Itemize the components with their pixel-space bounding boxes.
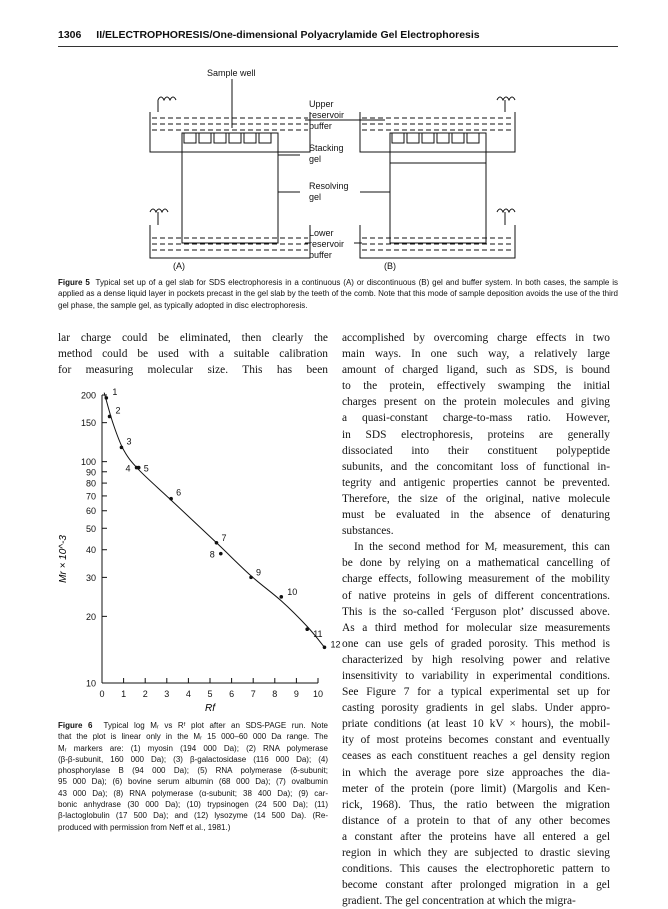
data-point-label: 9: [256, 567, 262, 578]
svg-text:Upper: Upper: [309, 99, 334, 109]
label-panel-b: (B): [384, 261, 396, 271]
x-tick-label: 3: [164, 689, 170, 699]
y-tick-label: 10: [85, 678, 96, 689]
body-line: for measuring molecular size. This has been: [58, 364, 328, 377]
body-line: gradient. The gel concentration at which the migra-: [342, 895, 576, 908]
data-point: [108, 415, 112, 419]
data-point-label: 10: [287, 586, 298, 597]
figure6-caption-label: Figure 6: [58, 721, 93, 730]
body-line: region in which they are subjected to drastic sieving: [342, 847, 610, 859]
body-line: a quasi-constant charge-to-mass ratio. However,: [342, 412, 610, 425]
data-point: [215, 541, 219, 545]
y-tick-label: 50: [85, 523, 96, 534]
body-line: casting porosity gradients in gel slabs. Under appro-: [342, 702, 610, 715]
body-line: rick, 1968). Thus, the ratio between the migration: [342, 798, 610, 811]
data-point-label: 2: [115, 405, 121, 416]
body-line: in which the average pore size approaches the dia-: [342, 766, 610, 779]
body-line: method could be used with a suitable calibration: [58, 348, 328, 361]
body-line: As a third method for molecular size measurements: [342, 621, 610, 634]
body-line: distance of a protein to that of any other becomes: [342, 814, 610, 827]
data-point-label: 5: [143, 463, 149, 474]
figure5-caption-text: Typical set up of a gel slab for SDS electrophoresis in a continuous (A) or discontinuous (B) gel and buffer system. In both cases, the sample is applied as a dense liquid layer in pockets precast in the gel slab by the teeth of the comb. Note that this mode of sample deposition avoids the use of the third gel phase, the sample gel, as typically adopted in disc electrophoresis.: [58, 278, 618, 310]
y-tick-label: 90: [85, 467, 96, 478]
running-title: II/ELECTROPHORESIS/One-dimensional Polyacrylamide Gel Electrophoresis: [96, 29, 480, 41]
body-line: ity of most proteins becomes constant and eventually: [342, 734, 610, 747]
y-tick-label: 20: [85, 611, 96, 622]
data-point: [105, 396, 109, 400]
body-line: conditions. This causes the electrophoretic pattern to: [342, 863, 610, 876]
data-point-label: 7: [221, 532, 227, 543]
body-line: must be evaluated in the absence of denaturing: [342, 509, 610, 522]
body-line: insensitivity to variability in experimental conditions.: [342, 669, 610, 682]
y-tick-label: 60: [85, 506, 96, 517]
svg-text:reservoir: reservoir: [309, 110, 345, 120]
body-line: main ways. In one such way, a relatively large: [342, 348, 610, 361]
x-tick-label: 0: [99, 689, 105, 699]
data-point-label: 4: [125, 463, 131, 474]
y-tick-label: 30: [85, 572, 96, 583]
body-line: Therefore, the size of the original, native molecule: [342, 492, 610, 505]
body-line: lar charge could be eliminated, then clearly the: [58, 332, 328, 344]
y-tick-label: 80: [85, 478, 96, 489]
body-line: priate conditions (at least 10 kV × hours), the mobil-: [342, 718, 610, 731]
body-line: to the protein, effectively swamping the initial: [342, 380, 610, 393]
chart-axes: [102, 395, 318, 683]
label-sample-well: Sample well: [207, 68, 256, 78]
svg-text:buffer: buffer: [309, 121, 332, 131]
svg-text:buffer: buffer: [309, 250, 332, 260]
figure5-caption: [58, 277, 618, 311]
body-line: a constant after the proteins have all entered a gel: [342, 830, 610, 843]
page-number: 1306: [58, 29, 82, 41]
body-line: one can use gels of graded porosity. This method is: [342, 637, 610, 650]
label-panel-a: (A): [173, 261, 185, 271]
y-tick-label: 40: [85, 545, 96, 556]
x-tick-label: 2: [142, 689, 148, 699]
body-line: in SDS electrophoresis, proteins are generally: [342, 428, 610, 441]
x-tick-label: 5: [207, 689, 213, 699]
right-column-text: [342, 330, 610, 909]
svg-text:reservoir: reservoir: [309, 239, 345, 249]
data-point: [120, 446, 124, 450]
data-point: [137, 466, 141, 470]
body-line: of native proteins in gels of different concentrations.: [342, 589, 610, 602]
data-point-label: 1: [112, 386, 118, 397]
apparatus-a: [150, 97, 310, 258]
x-tick-label: 4: [185, 689, 191, 699]
body-line: amount of charged ligand, such as SDS, is bound: [342, 364, 610, 377]
body-line: ceases as each constituent reaches a gel density region: [342, 750, 610, 763]
data-point: [169, 497, 173, 501]
body-line: accomplished by overcoming charge effects in two: [342, 332, 610, 344]
left-column-text: [58, 330, 328, 378]
figure5-caption-label: Figure 5: [58, 278, 90, 287]
data-point: [305, 627, 309, 631]
figure6-caption: Figure 6 Typical log Mᵣ vs Rᶠ plot after an SDS-PAGE run. Note that the plot is linear only in the Mᵣ 15 000–60 000 Da range. The Mᵣ markers are: (1) myosin (194 000 Da); (2) RNA polymerase (β-β-subunit, 160 000 Da); (3) β-galactosidase (116 000 Da); (4) phosphorylase B (94 000 Da); (5) RNA polymerase (δ-subunit; 95 000 Da); (6) bovine serum albumin (68 000 Da); (7) ovalbumin 43 000 Da); (8) RNA polymerase (α-subunit; 38 400 Da); (9) car- bonic anhydrase (30 000 Da); (10) trypsinogen (24 500 Da); (11) β-lactoglobulin (17 500 Da); and (12) lysozyme (14 500 Da). (Re- produced with permission from Neff et al., 1981.): [58, 721, 328, 832]
x-axis-label: Rf: [205, 703, 215, 714]
body-line: In the second method for Mᵣ measurement, this can: [354, 541, 610, 554]
body-line: become constant after prolonged migration in a gel: [342, 879, 610, 892]
chart-points: [105, 387, 341, 649]
data-point-label: 6: [176, 487, 182, 498]
x-tick-label: 6: [229, 689, 235, 699]
y-tick-label: 70: [85, 491, 96, 502]
body-line: substances.: [342, 525, 394, 538]
svg-text:Lower: Lower: [309, 228, 334, 238]
body-line: charge effects, following measurement of the mobility: [342, 573, 610, 586]
svg-text:Stacking: Stacking: [309, 143, 344, 153]
body-line: See Figure 7 for a typical experimental set up for: [342, 686, 610, 699]
figure5-diagram: [0, 0, 668, 290]
fit-curve-line: [104, 393, 324, 648]
data-point-label: 12: [330, 639, 341, 650]
data-point: [249, 576, 253, 580]
apparatus-b: [360, 97, 515, 258]
data-point: [323, 645, 327, 649]
body-line: meter of the protein (pore limit) (Margolis and Ken-: [342, 782, 610, 795]
body-line: charges present on the protein molecules and giving: [342, 396, 610, 409]
x-tick-label: 1: [121, 689, 127, 699]
svg-text:Resolving: Resolving: [309, 181, 349, 191]
x-tick-label: 7: [250, 689, 256, 699]
y-tick-label: 100: [80, 457, 96, 468]
x-tick-label: 8: [272, 689, 278, 699]
x-tick-label: 9: [293, 689, 299, 699]
figure6-chart: [28, 382, 341, 714]
body-line: tegrity and antigenic properties cannot be prevented.: [342, 476, 610, 489]
x-tick-label: 10: [312, 689, 324, 699]
body-line: be done by relying on a mathematical cancelling of: [342, 557, 610, 570]
body-line: This is the so-called ‘Ferguson plot’ discussed above.: [342, 605, 610, 618]
y-tick-label: 200: [80, 390, 96, 401]
svg-text:gel: gel: [309, 192, 322, 202]
body-line: characterized by high resolving power and relative: [342, 653, 610, 666]
data-point-label: 3: [126, 436, 132, 447]
data-point: [219, 552, 223, 556]
data-point: [279, 595, 283, 599]
chart-fit-curve: [104, 393, 324, 648]
data-point-label: 11: [313, 629, 323, 640]
y-axis-label: Mr × 10^-3: [58, 535, 69, 583]
body-line: subunits, and the concomitant loss of functional in-: [342, 460, 610, 473]
y-tick-label: 150: [80, 418, 96, 429]
svg-text:gel: gel: [309, 154, 322, 164]
data-point-label: 8: [209, 549, 215, 560]
body-line: dissociated into their constituent polypeptide: [342, 444, 610, 457]
